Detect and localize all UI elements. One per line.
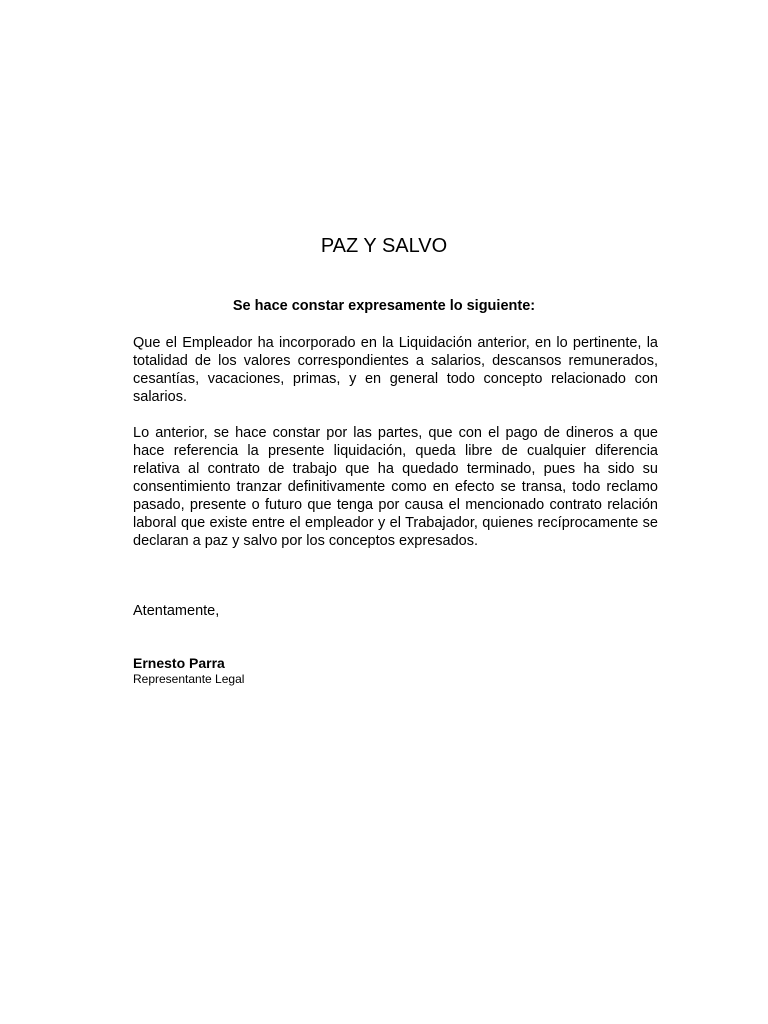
document-title: PAZ Y SALVO [320, 235, 448, 257]
body-paragraph-2: Lo anterior, se hace constar por las partes, que con el pago de dineros a que hace referencia la presente liquidación, queda libre de cualquier diferencia relativa al contrato de trabajo que ha quedado terminado, pues ha sido su consentimiento tranzar definitivamente como en efecto se transa, todo reclamo pasado, presente o futuro que tenga por causa el mencionado contrato relación laboral que existe entre el empleador y el Trabajador, quienes recíprocamente se declaran a paz y salvo por los conceptos expresados. [133, 425, 658, 549]
closing-salutation: Atentamente, [133, 603, 220, 619]
body-paragraph-1: Que el Empleador ha incorporado en la Liquidación anterior, en lo pertinente, la totalidad de los valores correspondientes a salarios, descansos remunerados, cesantías, vacaciones, primas, y en general todo concepto relacionado con salarios. [133, 335, 658, 405]
signer-name: Ernesto Parra [133, 655, 225, 671]
document-subtitle: Se hace constar expresamente lo siguiente: [232, 298, 536, 314]
signer-role: Representante Legal [133, 672, 245, 686]
